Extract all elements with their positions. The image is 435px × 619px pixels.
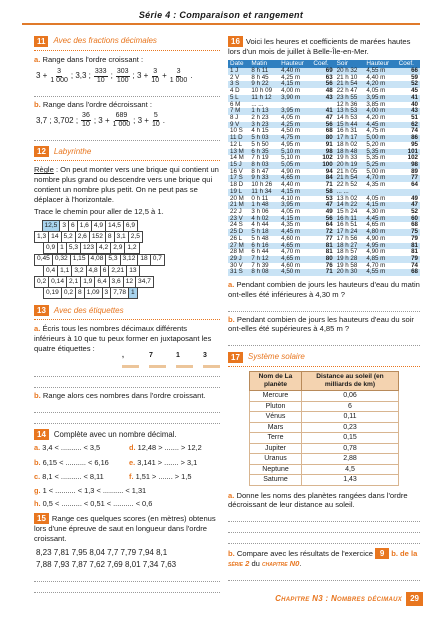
tag-row [122, 352, 220, 366]
maze-rule: Règle : On peut monter vers une brique qui contient un nombre plus grand ou descendre vers une brique qui contient un nombre plus petit. On ne peut pas se déplacer à l'horizontale. [34, 165, 219, 204]
exercise-title: Range ces quelques scores (en mètres) obtenus lors d'une épreuve de saut en longueur dans l'ordre croissant. [34, 514, 216, 544]
tide-row: 20 M 0 h 11 4,10 m 53 13 h 02 4,05 m 49 [230, 194, 418, 202]
page-footer [275, 592, 423, 606]
answer-line[interactable] [34, 88, 220, 97]
tide-row: 16 V 8 h 47 4,90 m 94 21 h 05 5,00 m 89 [230, 167, 418, 175]
tide-row: 17 S 9 h 33 4,65 m 84 21 h 54 4,70 m 77 [230, 174, 418, 182]
exercise-17: 17 Système solaire Nom de La planète Distance au soleil (en milliards de km) Mercure 0,06 Pluton 6 Vénus 0,11 Mars 0,23 Terre 0,15 Jupiter 0,78 Uranus 2,88 Neptune 4,5 Saturne 1,43 a. Donne les noms des planètes rangées dans l'ordre décroissant de leur distance au soleil. b. Compare avec les résultats de l'exercice 9 b. de la série 2 du chapitre N0. [228, 352, 420, 581]
planet-row: Vénus 0,11 [250, 412, 399, 423]
left-column [34, 36, 220, 595]
exercise-number: 13 [34, 305, 49, 316]
maze-instruction: Trace le chemin pour aller de 12,5 à 1. [34, 207, 164, 217]
score-list: 8,23 7,81 7,95 8,04 7,7 7,79 7,94 8,1 7,88 7,93 7,87 7,62 7,69 8,01 7,34 7,63 [36, 547, 177, 569]
exercise-title: Complète avec un nombre décimal. [53, 429, 177, 439]
planet-row: Mars 0,23 [250, 422, 399, 433]
tag-7[interactable]: 7 [149, 356, 166, 366]
exercise-11: 11 Avec des fractions décimales a. Range dans l'ordre croissant : 3 + $\frac{3}{1 000}$ ; 3,3 ; $\frac{333}{10}$ ; $\frac{303}{100}$ ; 3 + $\frac{3}{10}$ + $\frac{3}{1 000}$ . b. Range dans l'ordre décroissant : 3,7 ; 3,702 ; $\frac{36}{10}$ ; 3 + $\frac{689}{1 000}$ ; 3 + $\frac{5}{10}$ . [34, 36, 220, 141]
answer-line[interactable] [228, 524, 420, 533]
tide-row: 25 D 5 h 18 4,45 m 72 17 h 24 4,80 m 75 [230, 228, 418, 236]
tide-row: 18 D 10 h 26 4,40 m 71 22 h 52 4,35 m 64 [230, 181, 418, 189]
tide-row: 5 L 11 h 12 3,90 m 43 23 h 55 3,95 m 41 [230, 93, 418, 101]
compare-grid: a. 3,4 < .......... < 3,5 d. 12,48 > ....... > 12,2 b. 6,15 < .......... < 6,16 e. 3,141 > ....... > 3,1 c. 8,1 < .......... < 8,11 f. 1,51 > ....... > 1,5 [34, 443, 202, 482]
tide-row: 22 J 3 h 06 4,05 m 49 15 h 24 4,30 m 52 [230, 208, 418, 215]
tide-row: 8 J 2 h 23 4,05 m 47 14 h 53 4,20 m 51 [230, 113, 418, 121]
tide-row: 10 S 4 h 15 4,50 m 68 16 h 31 4,75 m 74 [230, 127, 418, 135]
tide-row: 30 V 7 h 39 4,60 m 76 19 h 58 4,70 m 74 [230, 261, 418, 269]
answer-line[interactable] [228, 337, 420, 346]
tide-row: 31 S 8 h 08 4,50 m 71 20 h 30 4,55 m 68 [230, 268, 418, 276]
answer-line[interactable] [34, 584, 220, 593]
exercise-12 [34, 146, 220, 299]
tag-3[interactable]: 3 [203, 356, 220, 366]
maze-grid-row-4: 0,45 0,32 1,15 4,08 5,3 3,12 18 0,7 [34, 254, 165, 266]
tide-row: 26 L 5 h 48 4,60 m 77 17 h 56 4,90 m 79 [230, 234, 418, 242]
planet-table: Nom de La planète Distance au soleil (en milliards de km) Mercure 0,06 Pluton 6 Vénus 0,11 Mars 0,23 Terre 0,15 Jupiter 0,78 Uranus 2,88 Neptune 4,5 Saturne 1,43 [249, 371, 399, 486]
tide-row: 9 V 3 h 23 4,25 m 56 15 h 44 4,45 m 62 [230, 120, 418, 128]
tide-table [228, 60, 420, 276]
maze-grid [34, 220, 138, 232]
exercise-15 [34, 513, 220, 592]
exercise-number: 14 [34, 429, 49, 440]
tide-row: 12 L 5 h 50 4,95 m 91 18 h 02 5,20 m 95 [230, 140, 418, 148]
planet-row: Terre 0,15 [250, 433, 399, 444]
tide-header-row: Date Matin Hauteur Coef. Soir Hauteur Coef. [228, 60, 420, 68]
tide-body [228, 68, 420, 276]
tide-row: 6 M ... ... 12 h 36 3,85 m 40 [230, 100, 418, 108]
tide-row: 15 J 8 h 03 5,05 m 100 20 h 19 5,25 m 98 [230, 160, 418, 168]
answer-line[interactable] [34, 368, 220, 377]
planet-row: Jupiter 0,78 [250, 443, 399, 454]
maze-grid-row-5: 0,4 1,1 3,2 4,8 6 2,21 13 [43, 265, 140, 277]
exercise-number: 17 [228, 352, 243, 363]
exercise-13: 13 Avec des étiquettes a. Écris tous les nombres décimaux différents inférieurs à 10 que tu peux former en juxtaposant les quatre étiquettes : , 7 1 3 b. Range alors ces nombres dans l'ordre croissant. [34, 305, 220, 424]
tide-row: 4 D 10 h 09 4,00 m 48 22 h 47 4,05 m 45 [230, 87, 418, 95]
planet-row: Uranus 2,88 [250, 454, 399, 465]
compare-g[interactable]: g. 1 < .......... < 1,3 < .......... < 1,31 [34, 485, 147, 495]
maze-grid-row-6: 0,2 0,14 2,1 1,9 6,4 3,6 12 34,7 [34, 276, 154, 288]
answer-line[interactable] [34, 415, 220, 424]
answer-line[interactable] [34, 573, 220, 582]
planet-body [250, 391, 399, 486]
tide-row: 1 J 8 h 11 4,40 m 69 20 h 32 4,55 m 66 [230, 66, 418, 74]
tide-row: 29 J 7 h 12 4,65 m 80 19 h 28 4,85 m 79 [230, 255, 418, 263]
fraction-list-b: 3,7 ; 3,702 ; $\frac{36}{10}$ ; 3 + $\frac{689}{1 000}$ ; 3 + $\frac{5}{10}$ . [36, 112, 165, 129]
answer-line[interactable] [34, 404, 220, 413]
compare-h[interactable]: h. 0,5 < .......... < 0,51 < .......... < 0,6 [34, 499, 153, 508]
series-header [22, 10, 420, 25]
answer-line[interactable] [228, 513, 420, 522]
answer-line[interactable] [34, 132, 220, 141]
exercise-title: Labyrinthe [53, 146, 92, 156]
tide-row: 19 L 11 h 34 4,15 m 58 ... ... [228, 189, 420, 196]
tide-row: 7 M 1 h 13 3,95 m 41 13 h 53 4,00 m 43 [230, 107, 418, 115]
exercise-number: 11 [34, 36, 48, 47]
exercise-16: 16 Voici les heures et coefficients de marées hautes lors d'un mois de juillet à Belle-Île-en-Mer. Date Matin Hauteur Coef. Soir Hauteur Coef. 1 J 8 h 11 4,40 m 69 20 h 32 4,55 m 66 2 V 8 h 45 4,25 m 63 21 h 10 4,40 m 59 3 S 9 h 22 4,15 m 56 21 h 54 4,20 m 52 4 D 10 h 09 4,00 m 48 22 h 47 4,05 m 45 5 L 11 h 12 3,90 m 43 23 h 55 3,95 m 41 6 M ... ... 12 h 36 3,85 m 40 7 M 1 h 13 3,95 m 41 13 h 53 4,00 m 43 8 J 2 h 23 4,05 m 47 14 h 53 4,20 m 51 9 V 3 h 23 4,25 m 56 15 h 44 4,45 m 62 10 S 4 h 15 4,50 m 68 16 h 31 4,75 m 74 11 D 5 h 03 4,75 m 80 17 h 17 5,00 m 86 12 L 5 h 50 4,95 m 91 18 h 02 5,20 m 95 13 M 6 h 35 5,10 m 98 18 h 48 5,35 m 101 14 M 7 h 19 5,10 m 102 19 h 33 5,35 m 102 15 J 8 h 03 5,05 m 100 20 h 19 5,25 m 98 16 V 8 h 47 4,90 m 94 21 h 05 5,00 m 89 17 S 9 h 33 4,65 m 84 21 h 54 4,70 m 77 18 D 10 h 26 4,40 m 71 22 h 52 4,35 m 64 19 L 11 h 34 4,15 m 58 ... ... 20 M 0 h 11 4,10 m 53 13 h 02 4,05 m 49 21 M 1 h 48 3,95 m 47 14 h 22 4,15 m 47 22 J 3 h 06 4,05 m 49 15 h 24 4,30 m 52 23 V 4 h 02 4,15 m 56 16 h 11 4,45 m 60 24 S 4 h 44 4,35 m 64 16 h 51 4,65 m 68 25 D 5 h 18 4,45 m 72 17 h 24 4,80 m 75 26 L 5 h 48 4,60 m 77 17 h 56 4,90 m 79 27 M 6 h 16 4,65 m 81 18 h 27 4,95 m 81 28 M 6 h 44 4,70 m 81 18 h 57 4,90 m 81 29 J 7 h 12 4,65 m 80 19 h 28 4,85 m 79 30 V 7 h 39 4,60 m 76 19 h 58 4,70 m 74 31 S 8 h 08 4,50 m 71 20 h 30 4,55 m 68 a. Pendant combien de jours les hauteurs d'eau du matin ont-elles été inférieures à 4,30 m ? b. Pendant combien de jours les hauteurs d'eau du soir ont-elles été supérieures à 4,85 m ? [228, 36, 420, 346]
exercise-title: Système solaire [247, 352, 305, 362]
planet-row: Pluton 6 [250, 401, 399, 412]
answer-line[interactable] [228, 572, 420, 581]
exercise-title: Voici les heures et coefficients de marées hautes lors d'un mois de juillet à Belle-Île-en-Mer. [228, 37, 411, 56]
tide-row: 27 M 6 h 16 4,65 m 81 18 h 27 4,95 m 81 [230, 241, 418, 249]
tide-row: 23 V 4 h 02 4,15 m 56 16 h 11 4,45 m 60 [230, 214, 418, 222]
maze-grid-row-7: 0,19 0,2 8 1,09 3 7,78 1 [43, 287, 138, 299]
page-number: 29 [406, 592, 423, 606]
tide-row: 28 M 6 h 44 4,70 m 81 18 h 57 4,90 m 81 [230, 248, 418, 256]
exercise-number: 12 [34, 146, 49, 157]
exercise-14 [34, 429, 220, 508]
fraction-list-a: 3 + $\frac{3}{1 000}$ ; 3,3 ; $\frac{333}{10}$ ; $\frac{303}{100}$ ; 3 + $\frac{3}{10}$ + $\frac{3}{1 000}$ . [36, 67, 193, 84]
tide-row: 2 V 8 h 45 4,25 m 63 21 h 10 4,40 m 59 [230, 73, 418, 81]
maze-brick-start[interactable]: 12,5 [42, 221, 60, 232]
maze-row: 12,5 3 6 1,6 4,9 14,5 6,9 [34, 221, 138, 232]
tide-row: 24 S 4 h 44 4,35 m 64 16 h 51 4,65 m 68 [230, 221, 418, 229]
series-title: Série 4 : Comparaison et rangement [138, 10, 304, 20]
planet-row: Saturne 1,43 [250, 475, 399, 486]
answer-line[interactable] [228, 535, 420, 544]
exercise-title: Avec des étiquettes [53, 305, 124, 315]
chapter-title: Chapitre N3 : Nombres décimaux [275, 594, 403, 603]
tide-row: 14 M 7 h 19 5,10 m 102 19 h 33 5,35 m 102 [230, 154, 418, 162]
exercise-number: 16 [228, 36, 243, 47]
maze-brick-end[interactable]: 1 [129, 288, 138, 299]
tag-1[interactable]: 1 [176, 356, 193, 366]
answer-line[interactable] [228, 303, 420, 312]
right-column [228, 36, 420, 583]
tide-row: 21 M 1 h 48 3,95 m 47 14 h 22 4,15 m 47 [230, 201, 418, 209]
tide-row: 3 S 9 h 22 4,15 m 56 21 h 54 4,20 m 52 [230, 80, 418, 88]
maze-grid-row-2: 1,3 14 5,2 2,6 152 8 3,1 2,5 [34, 231, 143, 243]
tide-row: 13 M 6 h 35 5,10 m 98 18 h 48 5,35 m 101 [230, 147, 418, 155]
planet-row: Neptune 4,5 [250, 464, 399, 475]
exercise-title: Avec des fractions décimales [53, 36, 157, 46]
exercise-number: 15 [34, 513, 49, 524]
tag-comma[interactable]: , [122, 356, 139, 366]
answer-line[interactable] [34, 379, 220, 388]
maze-grid-row-3: 0,9 1 5,3 123 4,2 2,9 1,2 [43, 242, 140, 254]
planet-row: Mercure 0,06 [250, 391, 399, 402]
tide-row: 11 D 5 h 03 4,75 m 80 17 h 17 5,00 m 86 [230, 134, 418, 142]
